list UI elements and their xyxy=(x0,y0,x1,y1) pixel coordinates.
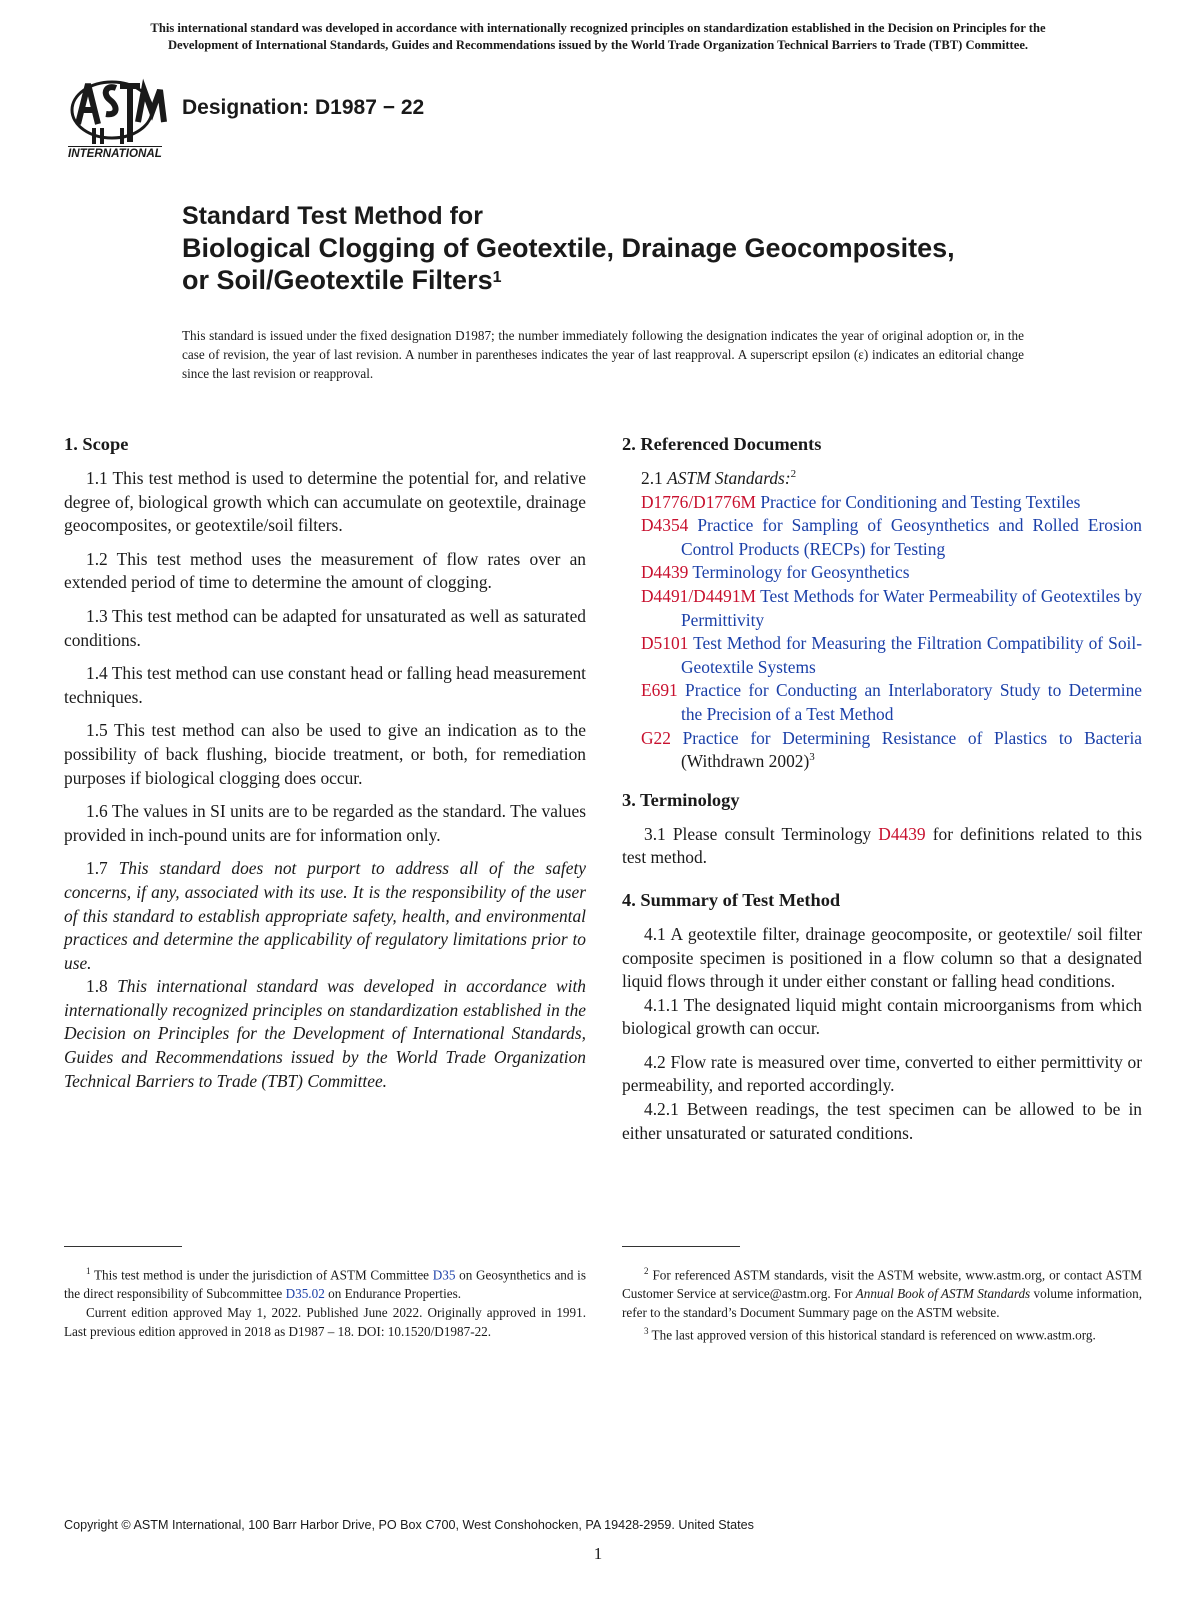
paragraph-4-2: 4.2 Flow rate is measured over time, converted to either permittivity or permeability, and reported accordingly. xyxy=(622,1051,1142,1096)
reference-item[interactable] xyxy=(641,561,1142,585)
footnotes-left xyxy=(64,1262,586,1341)
footnote-3-text: The last approved version of this historical standard is referenced on www.astm.org. xyxy=(648,1327,1096,1343)
reference-item[interactable] xyxy=(641,727,1142,774)
subheading-footnote-mark: 2 xyxy=(790,468,797,480)
footnote-1-text-a: This test method is under the jurisdiction of ASTM Committee xyxy=(90,1267,433,1283)
paragraph-1-8 xyxy=(64,975,586,1093)
issued-note: This standard is issued under the fixed designation D1987; the number immediately following the designation indicates the year of original adoption or, in the case of revision, the year of last revision. A number in parentheses indicates the year of last reapproval. A superscript epsilon (ε) indicates an editorial change since the last revision or reapproval. xyxy=(182,328,1024,381)
reference-code[interactable]: D5101 xyxy=(641,633,689,654)
page-number: 1 xyxy=(593,1544,603,1563)
footnote-1-edition: Current edition approved May 1, 2022. Published June 2022. Originally approved in 1991. Last previous edition approved in 2018 as D1987 – 18. DOI: 10.1520/D1987-22. xyxy=(64,1305,586,1340)
paragraph-1-2: 1.2 This test method uses the measurement of flow rates over an extended period of time to determine the amount of clogging. xyxy=(64,548,586,593)
reference-item[interactable] xyxy=(641,491,1142,515)
notice-line-2: Development of International Standards, Guides and Recommendations issued by the World Trade Organization Technical Barriers to Trade (TBT) Committee. xyxy=(167,38,1029,52)
reference-title[interactable]: Test Methods for Water Permeability of Geotextiles by Permittivity xyxy=(681,585,1142,630)
reference-title[interactable]: Practice for Sampling of Geosynthetics and Rolled Erosion Control Products (RECPs) for Testing xyxy=(681,515,1142,559)
reference-code[interactable]: G22 xyxy=(641,727,671,748)
title-line-3-text: or Soil/Geotextile Filters xyxy=(182,265,493,295)
section-heading-scope: 1. Scope xyxy=(64,434,129,454)
reference-item[interactable] xyxy=(641,514,1142,561)
astm-standards-subheading xyxy=(641,467,1142,491)
right-column xyxy=(622,432,1142,1155)
reference-item[interactable] xyxy=(641,679,1142,726)
footnote-3-mark: 3 xyxy=(644,1326,649,1337)
footnote-1-mark: 1 xyxy=(86,1266,91,1276)
footnote-1 xyxy=(64,1262,586,1303)
title-line-2: Biological Clogging of Geotextile, Drainage Geocomposites, xyxy=(182,233,955,263)
reference-code[interactable]: D4491/D4491M xyxy=(641,585,756,606)
paragraph-1-8-number: 1.8 xyxy=(86,976,108,997)
logo-caption: INTERNATIONAL xyxy=(68,147,162,160)
reference-title[interactable]: Test Method for Measuring the Filtration Compatibility of Soil-Geotextile Systems xyxy=(681,633,1142,677)
footnote-2-mark: 2 xyxy=(644,1266,649,1276)
title-line-1: Standard Test Method for xyxy=(182,202,483,230)
reference-title[interactable]: Practice for Conditioning and Testing Textiles xyxy=(760,491,1081,512)
reference-title[interactable]: Practice for Determining Resistance of Plastics to Bacteria xyxy=(682,727,1142,748)
footnote-2-book-title: Annual Book of ASTM Standards xyxy=(855,1286,1031,1302)
footnote-3 xyxy=(622,1322,1142,1344)
paragraph-1-7 xyxy=(64,857,586,975)
footnote-1-text-c: on Endurance Properties. xyxy=(324,1286,462,1302)
paragraph-1-6: 1.6 The values in SI units are to be regarded as the standard. The values provided in inch-pound units are for information only. xyxy=(64,801,586,845)
footnote-2 xyxy=(622,1262,1142,1322)
paragraph-4-2-1: 4.2.1 Between readings, the test specimen can be allowed to be in either unsaturated or saturated conditions. xyxy=(622,1099,1142,1143)
paragraph-1-7-text: This standard does not purport to address all of the safety concerns, if any, associated with its use. It is the responsibility of the user of this standard to establish appropriate safety, health, and environmental practices and determine the applicability of regulatory limitations prior to use. xyxy=(64,858,586,973)
reference-code[interactable]: D4354 xyxy=(641,515,689,536)
standard-notice xyxy=(40,20,1156,54)
footnote-divider-left xyxy=(64,1246,182,1247)
footnote-1-committee-link[interactable]: D35 xyxy=(432,1267,456,1283)
reference-title[interactable]: Terminology for Geosynthetics xyxy=(692,562,910,583)
paragraph-3-1 xyxy=(622,823,1142,870)
paragraph-4-1: 4.1 A geotextile filter, drainage geocomposite, or geotextile/ soil filter composite specimen is positioned in a flow column so that a designated liquid flows through it under either constant or falling head conditions. xyxy=(622,923,1142,992)
subheading-label: ASTM Standards: xyxy=(667,468,791,488)
paragraph-3-1-text-b: for definitions related to this test method. xyxy=(622,823,1142,868)
section-heading-summary: 4. Summary of Test Method xyxy=(622,889,841,910)
reference-title[interactable]: Practice for Conducting an Interlaboratory Study to Determine the Precision of a Test Method xyxy=(681,680,1142,724)
astm-logo xyxy=(64,72,168,168)
subheading-number: 2.1 xyxy=(641,468,663,488)
reference-code[interactable]: E691 xyxy=(641,680,678,701)
paragraph-4-1-1: 4.1.1 The designated liquid might contain microorganisms from which biological growth can occur. xyxy=(622,994,1142,1039)
paragraph-1-5: 1.5 This test method can also be used to give an indication as to the possibility of back flushing, biocide treatment, or both, for remediation purposes if biological clogging does occur. xyxy=(64,720,586,788)
reference-item[interactable] xyxy=(641,585,1142,632)
footnotes-right xyxy=(622,1262,1142,1345)
reference-item[interactable] xyxy=(641,632,1142,679)
terminology-reference-link[interactable]: D4439 xyxy=(878,823,926,844)
title-line-3 xyxy=(182,264,955,296)
section-heading-terminology: 3. Terminology xyxy=(622,789,740,810)
reference-footnote-mark: 3 xyxy=(809,751,815,764)
copyright-notice: Copyright © ASTM International, 100 Barr Harbor Drive, PO Box C700, West Conshohocken, PA 19428-2959. United States xyxy=(64,1518,754,1532)
reference-suffix: (Withdrawn 2002) xyxy=(681,751,810,772)
paragraph-1-7-number: 1.7 xyxy=(86,858,108,879)
footnote-2-text-a: For referenced ASTM standards, visit the ASTM website, www.astm.org, or contact ASTM Customer Service at service@astm.org. For xyxy=(622,1267,1142,1302)
paragraph-1-3: 1.3 This test method can be adapted for unsaturated as well as saturated conditions. xyxy=(64,605,586,650)
paragraph-1-4: 1.4 This test method can use constant head or falling head measurement techniques. xyxy=(64,663,586,707)
footnote-2-text-b: volume information, refer to the standard’s Document Summary page on the ASTM website. xyxy=(622,1286,1142,1321)
footnote-divider-right xyxy=(622,1246,740,1247)
paragraph-1-1: 1.1 This test method is used to determine the potential for, and relative degree of, biological growth which can accumulate on geotextile, drainage geocomposites, or geotextile/soil filters. xyxy=(64,468,586,536)
document-title xyxy=(182,200,955,296)
reference-code[interactable]: D4439 xyxy=(641,562,689,583)
paragraph-3-1-text-a: 3.1 Please consult Terminology xyxy=(644,823,879,844)
notice-line-1: This international standard was developed in accordance with internationally recognized principles on standardization established in the Decision on Principles for the xyxy=(150,21,1046,35)
reference-code[interactable]: D1776/D1776M xyxy=(641,491,756,512)
paragraph-1-8-text: This international standard was developed in accordance with internationally recognized principles on standardization established in the Decision on Principles for the Development of International Standards, Guides and Recommendations issued by the World Trade Organization Technical Barriers to Trade (TBT) Committee. xyxy=(64,976,586,1091)
title-footnote-mark: 1 xyxy=(492,269,502,286)
footnote-1-text-b: on Geosynthetics and is the direct responsibility of Subcommittee xyxy=(64,1267,586,1302)
footnote-1-subcommittee-link[interactable]: D35.02 xyxy=(285,1286,325,1302)
left-column xyxy=(64,432,586,1103)
designation: Designation: D1987 − 22 xyxy=(182,96,425,119)
section-heading-referenced-documents: 2. Referenced Documents xyxy=(622,434,822,454)
